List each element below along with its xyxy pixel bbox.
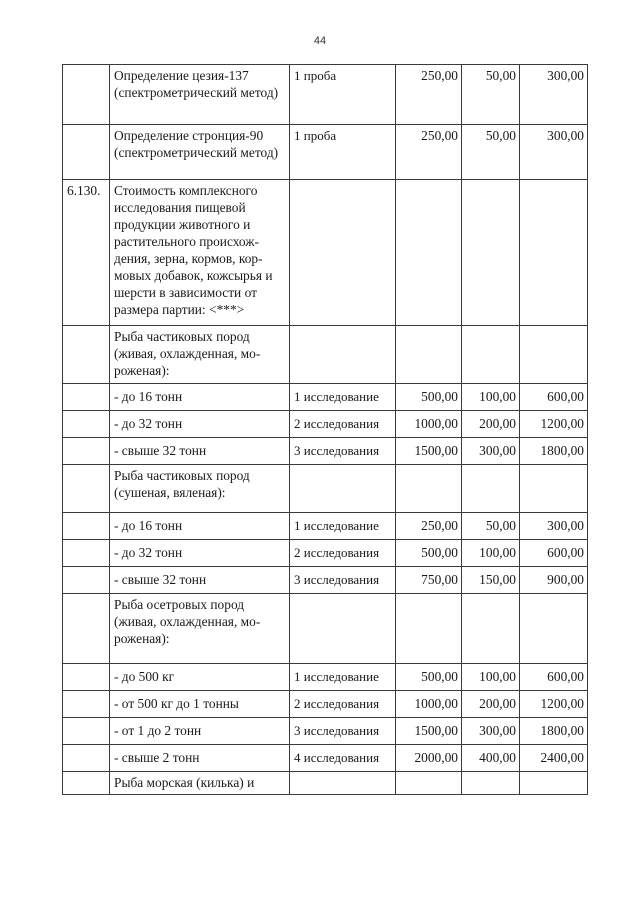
vat-cell (462, 772, 520, 795)
price-cell (396, 465, 462, 513)
price-cell: 1500,00 (396, 718, 462, 745)
table-row (63, 540, 588, 567)
vat-cell: 300,00 (462, 438, 520, 465)
total-cell: 600,00 (520, 540, 588, 567)
service-code-cell (63, 540, 110, 567)
table-row (63, 180, 588, 326)
service-name-cell: - до 32 тонн (110, 411, 290, 438)
table-row (63, 465, 588, 513)
service-code-cell: 6.130. (63, 180, 110, 326)
table-row (63, 513, 588, 540)
service-code-cell (63, 513, 110, 540)
price-cell: 750,00 (396, 567, 462, 594)
service-name-cell: - до 16 тонн (110, 384, 290, 411)
vat-cell (462, 180, 520, 326)
vat-cell: 50,00 (462, 513, 520, 540)
total-cell (520, 465, 588, 513)
total-cell: 1800,00 (520, 718, 588, 745)
table-row (63, 718, 588, 745)
price-cell: 2000,00 (396, 745, 462, 772)
service-name-cell: Определение стронция-90 (спектрометрический метод) (110, 125, 290, 180)
unit-cell: 1 проба (290, 65, 396, 125)
service-code-cell (63, 326, 110, 384)
total-cell: 600,00 (520, 664, 588, 691)
vat-cell: 400,00 (462, 745, 520, 772)
service-code-cell (63, 125, 110, 180)
total-cell (520, 326, 588, 384)
service-code-cell (63, 691, 110, 718)
total-cell (520, 594, 588, 664)
vat-cell: 200,00 (462, 691, 520, 718)
table-row (63, 594, 588, 664)
price-cell: 1000,00 (396, 691, 462, 718)
vat-cell: 150,00 (462, 567, 520, 594)
unit-cell (290, 465, 396, 513)
unit-cell (290, 772, 396, 795)
vat-cell (462, 326, 520, 384)
vat-cell (462, 465, 520, 513)
service-name-cell: - от 1 до 2 тонн (110, 718, 290, 745)
unit-cell: 3 исследования (290, 567, 396, 594)
total-cell: 1200,00 (520, 691, 588, 718)
total-cell (520, 772, 588, 795)
total-cell: 1200,00 (520, 411, 588, 438)
price-cell: 250,00 (396, 513, 462, 540)
table-row (63, 411, 588, 438)
price-cell: 250,00 (396, 125, 462, 180)
unit-cell: 2 исследования (290, 540, 396, 567)
service-code-cell (63, 772, 110, 795)
service-name-cell: Рыба частиковых пород (живая, охлажденная, мороженая): (110, 326, 290, 384)
table-row (63, 326, 588, 384)
vat-cell: 300,00 (462, 718, 520, 745)
service-name-cell: - от 500 кг до 1 тонны (110, 691, 290, 718)
service-name-cell: - свыше 2 тонн (110, 745, 290, 772)
page-number: 44 (313, 35, 327, 47)
total-cell: 300,00 (520, 513, 588, 540)
service-code-cell (63, 411, 110, 438)
price-table (62, 64, 588, 795)
price-cell: 500,00 (396, 664, 462, 691)
price-cell (396, 594, 462, 664)
service-name-cell: Стоимость комплексного исследования пищевой продукции животного и растительного происхождения, зерна, кормов, кормовых добавок, кожсырья и шерсти в зависимости от размера партии: <***> (110, 180, 290, 326)
service-code-cell (63, 384, 110, 411)
total-cell: 900,00 (520, 567, 588, 594)
price-cell (396, 180, 462, 326)
price-cell: 500,00 (396, 540, 462, 567)
unit-cell: 1 исследование (290, 384, 396, 411)
table-row (63, 745, 588, 772)
table-row (63, 664, 588, 691)
total-cell: 600,00 (520, 384, 588, 411)
total-cell: 2400,00 (520, 745, 588, 772)
service-code-cell (63, 65, 110, 125)
price-cell: 500,00 (396, 384, 462, 411)
service-name-cell: Определение цезия-137 (спектрометрический метод) (110, 65, 290, 125)
price-cell (396, 772, 462, 795)
vat-cell: 100,00 (462, 540, 520, 567)
vat-cell: 100,00 (462, 664, 520, 691)
service-code-cell (63, 438, 110, 465)
vat-cell: 200,00 (462, 411, 520, 438)
unit-cell: 3 исследования (290, 718, 396, 745)
unit-cell: 3 исследования (290, 438, 396, 465)
unit-cell: 2 исследования (290, 411, 396, 438)
service-code-cell (63, 594, 110, 664)
service-name-cell: - свыше 32 тонн (110, 567, 290, 594)
total-cell (520, 180, 588, 326)
unit-cell: 4 исследования (290, 745, 396, 772)
total-cell: 1800,00 (520, 438, 588, 465)
vat-cell (462, 594, 520, 664)
unit-cell (290, 180, 396, 326)
service-name-cell: - до 500 кг (110, 664, 290, 691)
unit-cell: 1 исследование (290, 513, 396, 540)
price-cell (396, 326, 462, 384)
unit-cell: 2 исследования (290, 691, 396, 718)
unit-cell (290, 594, 396, 664)
vat-cell: 50,00 (462, 125, 520, 180)
service-code-cell (63, 664, 110, 691)
table-row (63, 691, 588, 718)
service-name-cell: - до 32 тонн (110, 540, 290, 567)
vat-cell: 100,00 (462, 384, 520, 411)
vat-cell: 50,00 (462, 65, 520, 125)
unit-cell: 1 исследование (290, 664, 396, 691)
service-name-cell: Рыба осетровых пород (живая, охлажденная, мороженая): (110, 594, 290, 664)
table-row (63, 772, 588, 795)
total-cell: 300,00 (520, 65, 588, 125)
price-table-body (63, 65, 588, 795)
service-code-cell (63, 465, 110, 513)
table-row (63, 65, 588, 125)
service-code-cell (63, 718, 110, 745)
table-row (63, 125, 588, 180)
unit-cell: 1 проба (290, 125, 396, 180)
price-cell: 1500,00 (396, 438, 462, 465)
service-code-cell (63, 745, 110, 772)
service-name-cell: - свыше 32 тонн (110, 438, 290, 465)
price-cell: 250,00 (396, 65, 462, 125)
table-row (63, 567, 588, 594)
service-name-cell: Рыба частиковых пород (сушеная, вяленая): (110, 465, 290, 513)
service-name-cell: - до 16 тонн (110, 513, 290, 540)
table-row (63, 438, 588, 465)
price-cell: 1000,00 (396, 411, 462, 438)
unit-cell (290, 326, 396, 384)
service-name-cell: Рыба морская (килька) и (110, 772, 290, 795)
total-cell: 300,00 (520, 125, 588, 180)
service-code-cell (63, 567, 110, 594)
table-row (63, 384, 588, 411)
